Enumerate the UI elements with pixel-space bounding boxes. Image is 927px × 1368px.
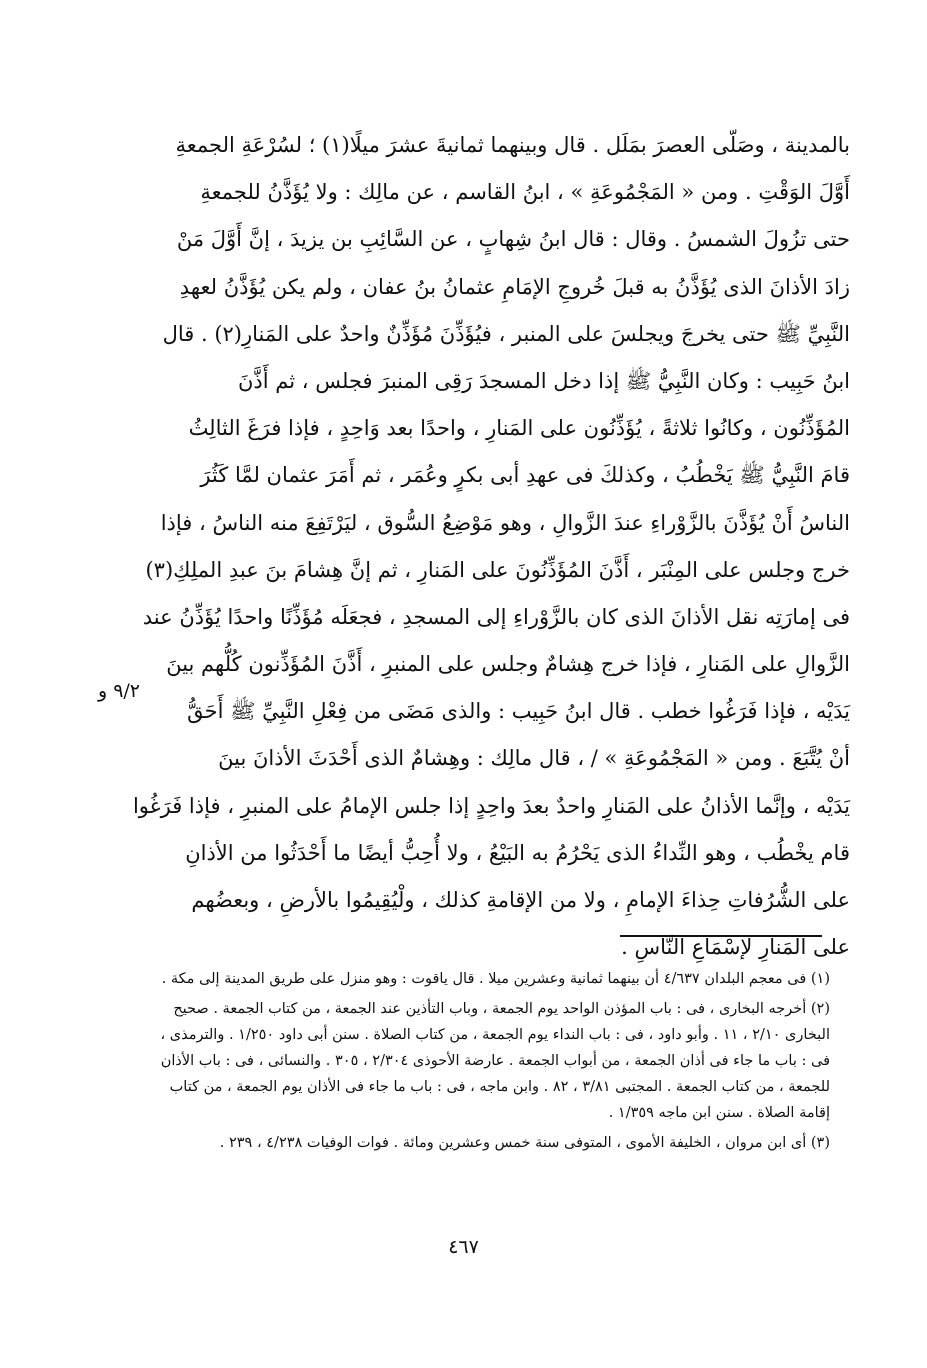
text-line: يَدَيْه ، فإذا فَرَغُوا خطب . قال ابنُ حَبِيب : والذى مَضَى من فِعْلِ النَّبِيِّ ﷺ أَحَقُّ	[187, 699, 850, 724]
text-line: قامَ النَّبِيُّ ﷺ يَخْطُبُ ، وكذلكَ فى عهدِ أبى بكرٍ وعُمَر ، ثم أَمَرَ عثمان لمَّا كَثُرَ	[200, 463, 850, 488]
text-line: على المَنارِ لإسْمَاعِ النَّاسِ .	[621, 935, 850, 960]
text-line: ابنُ حَبِيب : وكان النَّبِيُّ ﷺ إذا دخل المسجدَ رَقِى المنبرَ فجلس ، ثم أَذَّنَ	[238, 368, 850, 393]
text-line: قام يخْطُب ، وهو النِّداءُ الذى يَحْرُمُ به البَيْعُ ، ولا أُحِبُّ أيضًا ما أَحْدَثُوا من الأذانِ	[185, 840, 850, 865]
text-line: الناسُ أَنْ يُؤَذَّنَ بالزَّوْراءِ عندَ الزَّوالِ ، وهو مَوْضِعُ السُّوق ، ليَرْتَفِعَ منه الناسُ ، فإذا	[160, 510, 850, 535]
text-line: زادَ الأذانَ الذى يُؤَذَّنُ به قبلَ خُروجِ الإمَامِ عثمانُ بنُ عفان ، ولم يكن يُؤَذَّنُ لعهدِ	[179, 274, 850, 299]
text-line: بالمدينة ، وصَلّى العصرَ بمَلَل . قال وبينهما ثمانيةَ عشرَ ميلًا(١) ؛ لسُرْعَةِ الجمعةِ	[175, 133, 850, 157]
footnote-2: (٢) أخرجه البخارى ، فى : باب المؤذن الواحد يوم الجمعة ، وباب التأذين عند الجمعة ، من كتاب الجمعة . صحيح البخارى ٢/١٠ ، ١١ . وأبو داود ، فى : باب النداء يوم الجمعة ، من كتاب الصلاة . سنن أبى داود ١/٢٥٠ . والترمذى ، فى : باب ما جاء فى أذان الجمعة ، من أبواب الجمعة . عارضة الأحوذى ٢/٣٠٤ ، ٣٠٥ . والنسائى ، فى : باب الأذان للجمعة ، من كتاب الجمعة . المجتبى ٣/٨١ ، ٨٢ . وابن ماجه ، فى : باب ما جاء فى الأذان يوم الجمعة ، من كتاب إقامة الصلاة . سنن ابن ماجه ١/٣٥٩ .	[160, 1001, 830, 1121]
text-line: فى إمارَتِه نقل الأذانَ الذى كان بالزَّوْراءِ إلى المسجدِ ، فجعَلَه مُؤَذِّنًا واحدًا يُؤَذِّنُ عند	[142, 604, 850, 629]
text-line: حتى تزُولَ الشمسُ . وقال : قال ابنُ شِهابٍ ، عن السَّائِبِ بن يزيدَ ، إنَّ أَوَّلَ مَنْ	[176, 227, 850, 252]
footnote-divider	[620, 935, 822, 937]
manuscript-folio-note: ٩/٢ و	[97, 680, 140, 702]
text-line: أَوَّلَ الوَقْتِ . ومن « المَجْمُوعَةِ » ، ابنُ القاسم ، عن مالِك : ولا يُؤَذَّنُ للجمعةِ	[200, 180, 850, 205]
footnotes-block	[150, 966, 830, 1160]
text-line: خرج وجلس على المِنْبَر ، أَذَّنَ المُؤَذِّنُونَ على المَنارِ ، ثم إنَّ هِشامَ بنَ عبدِ الملِكِ(٣)	[145, 557, 850, 582]
text-line: الزَّوالِ على المَنارِ ، فإذا خرج هِشامٌ وجلس على المنبرِ ، أَذَّنَ المُؤَذِّنون كُلُّهم بينَ	[166, 652, 850, 677]
text-line: النَّبِيِّ ﷺ حتى يخرجَ ويجلسَ على المنبر ، فيُؤَذِّنَ مُؤَذِّنٌ واحدٌ على المَنارِ(٢) . قال	[162, 321, 850, 346]
text-line: المُؤَذِّنُون ، وكانُوا ثلاثةً ، يُؤَذِّنُون على المَنارِ ، واحدًا بعد وَاحِدٍ ، فإذا فرَغَ الثالِثُ	[188, 416, 850, 441]
page-number: ٤٦٧	[448, 1236, 479, 1258]
text-line: يَدَيْه ، وإنَّما الأذانُ على المَنارِ واحدٌ بعدَ واحِدٍ إذا جلس الإمامُ على المنبرِ ، فإذا فَرَغُوا	[132, 793, 850, 818]
text-line: على الشُّرُفاتِ حِذاءَ الإمامِ ، ولا من الإقامةِ كذلك ، ولْيُقِيمُوا بالأرضِ ، وبعضُهم	[191, 888, 850, 912]
main-text-block	[132, 122, 850, 971]
footnote-3: (٣) أى ابن مروان ، الخليفة الأموى ، المتوفى سنة خمس وعشرين ومائة . فوات الوفيات ٤/٢٣٨ ، ٢٣٩ .	[219, 1135, 830, 1151]
footnote-1: (١) فى معجم البلدان ٤/٦٣٧ أن بينهما ثمانية وعشرين ميلا . قال ياقوت : وهو منزل على طريق المدينة إلى مكة .	[161, 971, 830, 987]
text-line: أنْ يُتَّبَعَ . ومن « المَجْمُوعَةِ » / ، قال مالِك : وهِشامٌ الذى أَحْدَثَ الأذانَ بينَ	[218, 746, 850, 771]
